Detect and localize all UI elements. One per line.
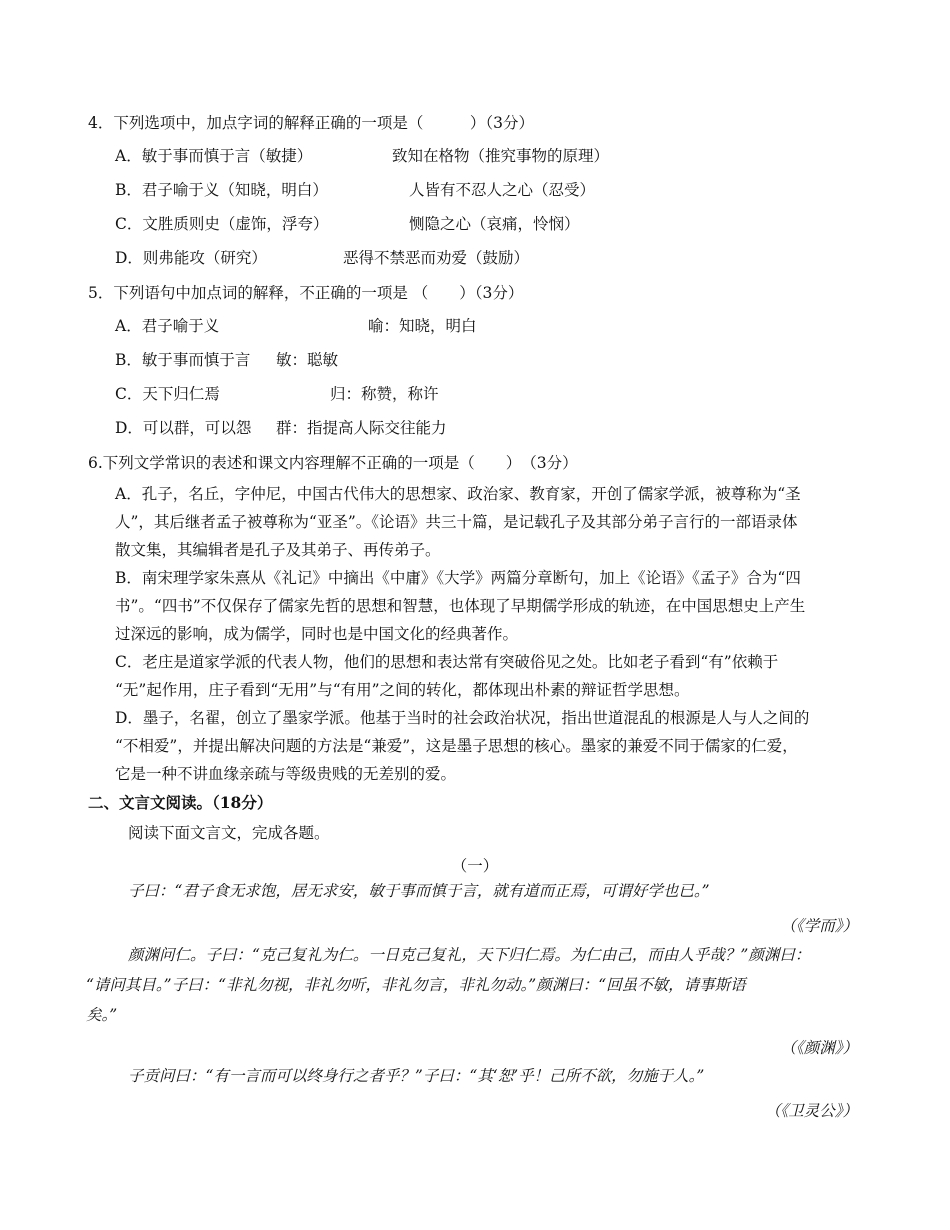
section2-instruction: 阅读下面文言文，完成各题。 bbox=[128, 824, 330, 842]
q6-option-c-line2: “无”起作用，庄子看到“无用”与“有用”之间的转化，都体现出朴素的辩证哲学思想。 bbox=[115, 681, 690, 699]
q5-option-d-left: D．可以群，可以怨 bbox=[115, 419, 252, 437]
q4-option-b-left: B．君子喻于义（知晓，明白） bbox=[115, 181, 328, 199]
q6-option-d-line2: “不相爱”，并提出解决问题的方法是“兼爱”，这是墨子思想的核心。墨家的兼爱不同于儒家的仁爱， bbox=[115, 737, 798, 755]
q6-option-c-line1: C．老庄是道家学派的代表人物，他们的思想和表达常有突破俗见之处。比如老子看到“有”依赖于 bbox=[115, 653, 779, 671]
passage-2-source: （《颜渊》） bbox=[780, 1039, 858, 1057]
q6-option-a-line3: 散文集，其编辑者是孔子及其弟子、再传弟子。 bbox=[115, 541, 441, 559]
passage-2-line1: 颜渊问仁。子曰：“克己复礼为仁。一日克己复礼，天下归仁焉。为仁由己，而由人乎哉？”颜渊曰： bbox=[128, 946, 811, 964]
q4-option-d-left: D．则弗能攻（研究） bbox=[115, 249, 267, 267]
q6-option-d-line3: 它是一种不讲血缘亲疏与等级贵贱的无差别的爱。 bbox=[115, 765, 457, 783]
passage-2-line2: “请问其目。”子曰：“非礼勿视，非礼勿听，非礼勿言，非礼勿动。”颜渊曰：“回虽不敏，请事斯语 bbox=[86, 976, 746, 994]
passage-1: 子曰：“君子食无求饱，居无求安，敏于事而慎于言，就有道而正焉，可谓好学也已。” bbox=[128, 882, 710, 900]
q4-option-d-right: 恶得不禁恶而劝爱（鼓励） bbox=[343, 249, 530, 267]
q6-stem: 6.下列文学常识的表述和课文内容理解不正确的一项是（ ） （3分） bbox=[88, 454, 578, 472]
passage-2-line3: 矣。” bbox=[86, 1006, 118, 1024]
q4-option-a-right: 致知在格物（推究事物的原理） bbox=[392, 147, 610, 165]
q6-option-a-line2: 人”，其后继者孟子被尊称为“亚圣”。《论语》共三十篇，是记载孔子及其部分弟子言行的一部语录体 bbox=[115, 513, 798, 531]
q6-option-b-line2: 书”。“四书”不仅保存了儒家先哲的思想和智慧，也体现了早期儒学形成的轨迹，在中国思想史上产生 bbox=[115, 597, 806, 615]
q4-option-b-right: 人皆有不忍人之心（忍受） bbox=[409, 181, 596, 199]
q5-option-c-right: 归：称赞，称许 bbox=[330, 385, 439, 403]
passage-1-source: （《学而》） bbox=[780, 917, 858, 935]
q5-option-b-right: 敏：聪敏 bbox=[276, 351, 339, 369]
passage-3: 子贡问曰：“有一言而可以终身行之者乎？”子曰：“其‘恕’乎！己所不欲，勿施于人。” bbox=[128, 1067, 705, 1085]
q6-option-d-line1: D．墨子，名翟，创立了墨家学派。他基于当时的社会政治状况，指出世道混乱的根源是人与人之间的 bbox=[115, 709, 810, 727]
q6-option-a-line1: A．孔子，名丘，字仲尼，中国古代伟大的思想家、政治家、教育家，开创了儒家学派，被尊称为“圣 bbox=[115, 485, 801, 503]
q4-option-c-right: 恻隐之心（哀痛，怜悯） bbox=[409, 215, 580, 233]
q5-option-a-left: A．君子喻于义 bbox=[115, 317, 220, 335]
q4-option-c-left: C．文胜质则史（虚饰，浮夸） bbox=[115, 215, 329, 233]
passage-3-source: （《卫灵公》） bbox=[764, 1102, 858, 1120]
q5-option-c-left: C．天下归仁焉 bbox=[115, 385, 220, 403]
section2-heading: 二、文言文阅读。（18分） bbox=[88, 793, 273, 812]
q5-option-a-right: 喻：知晓，明白 bbox=[368, 317, 477, 335]
q4-stem: 4．下列选项中，加点字词的解释正确的一项是（ ）（3分） bbox=[88, 114, 534, 132]
q6-option-b-line3: 过深远的影响，成为儒学，同时也是中国文化的经典著作。 bbox=[115, 625, 519, 643]
q6-option-b-line1: B．南宋理学家朱熹从《礼记》中摘出《中庸》《大学》两篇分章断句，加上《论语》《孟子》合为“四 bbox=[115, 569, 801, 587]
q5-stem: 5．下列语句中加点词的解释，不正确的一项是 （ ）（3分） bbox=[88, 284, 524, 302]
q4-option-a-left: A．敏于事而慎于言（敏捷） bbox=[115, 147, 313, 165]
q5-option-b-left: B．敏于事而慎于言 bbox=[115, 351, 251, 369]
q5-option-d-right: 群：指提高人际交往能力 bbox=[276, 419, 447, 437]
part-label: （一） bbox=[451, 857, 499, 875]
